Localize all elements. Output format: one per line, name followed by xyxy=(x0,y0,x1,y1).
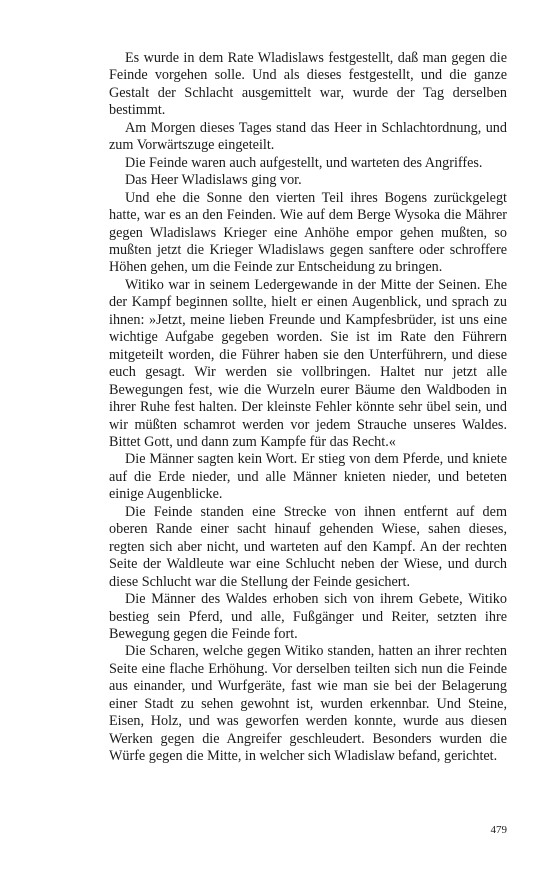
paragraph: Die Männer des Waldes erhoben sich von ihrem Gebete, Witiko bestieg sein Pferd, und alle, Fußgänger und Reiter, setzten ihre Bewegung gegen die Feinde fort. xyxy=(109,591,507,642)
paragraph: Und ehe die Sonne den vierten Teil ihres Bogens zurückgelegt hatte, war es an den Feinden. Wie auf dem Berge Wysoka die Mährer gegen Wladislaws Krieger eine Anhöhe empor gehen mußten, so mußten jetzt die Krieger Wladislaws gegen sanftere oder schroffere Höhen gehen, um die Feinde zur Entscheidung zu bringen. xyxy=(109,189,507,276)
page-body xyxy=(109,50,507,766)
page-number: 479 xyxy=(490,824,507,836)
paragraph: Das Heer Wladislaws ging vor. xyxy=(125,172,302,189)
paragraph: Witiko war in seinem Ledergewande in der Mitte der Seinen. Ehe der Kampf beginnen sollte, hielt er einen Augenblick, und sprach zu ihnen: »Jetzt, meine lieben Freunde und Kampfesbrüder, ist uns eine wichtige Aufgabe gegeben worden. Sie ist im Rate den Führern mitgeteilt worden, die Führer haben sie den Unterführern, und diese euch gesagt. Wir werden sie vollbringen. Haltet nur jetzt alle Bewegungen fest, wie die Wurzeln eurer Bäume den Waldboden in ihrer Ruhe fest halten. Der kleinste Fehler könnte sehr übel sein, und wir müßten schamrot werden vor jedem Strauche unseres Waldes. Bittet Gott, und dann zum Kampfe für das Recht.« xyxy=(109,276,507,450)
paragraph: Die Feinde waren auch aufgestellt, und warteten des Angriffes. xyxy=(125,154,483,171)
paragraph: Die Feinde standen eine Strecke von ihnen entfernt auf dem oberen Rande einer sacht hinauf gehenden Wiese, sahen dieses, regten sich aber nicht, und warteten auf den Kampf. An der rechten Seite der Waldleute war eine Schlucht neben der Wiese, und durch diese Schlucht war die Stellung der Feinde gesichert. xyxy=(109,503,507,590)
paragraph: Am Morgen dieses Tages stand das Heer in Schlachtordnung, und zum Vorwärtszuge eingeteilt. xyxy=(109,119,507,154)
paragraph: Die Männer sagten kein Wort. Er stieg von dem Pferde, und kniete auf die Erde nieder, und alle Männer knieten nieder, und beteten einige Augenblicke. xyxy=(109,451,507,503)
paragraph: Es wurde in dem Rate Wladislaws festgestellt, daß man gegen die Feinde vorgehen solle. Und als dieses festgestellt, und die ganze Gestalt der Schlacht ausgemittelt war, wurde der Tag derselben bestimmt. xyxy=(109,50,507,119)
paragraph: Die Scharen, welche gegen Witiko standen, hatten an ihrer rechten Seite eine flache Erhöhung. Vor derselben teilten sich nun die Feinde aus einander, und Wurfgeräte, fast wie man sie bei der Belagerung einer Stadt zu sehen gewohnt ist, wurden erkennbar. Und Steine, Eisen, Holz, und was geworfen werden konnte, wurde aus diesen Werken gegen die Angreifer geschleudert. Besonders wurden die Würfe gegen die Mitte, in welcher sich Wladislaw befand, gerichtet. xyxy=(109,643,507,765)
